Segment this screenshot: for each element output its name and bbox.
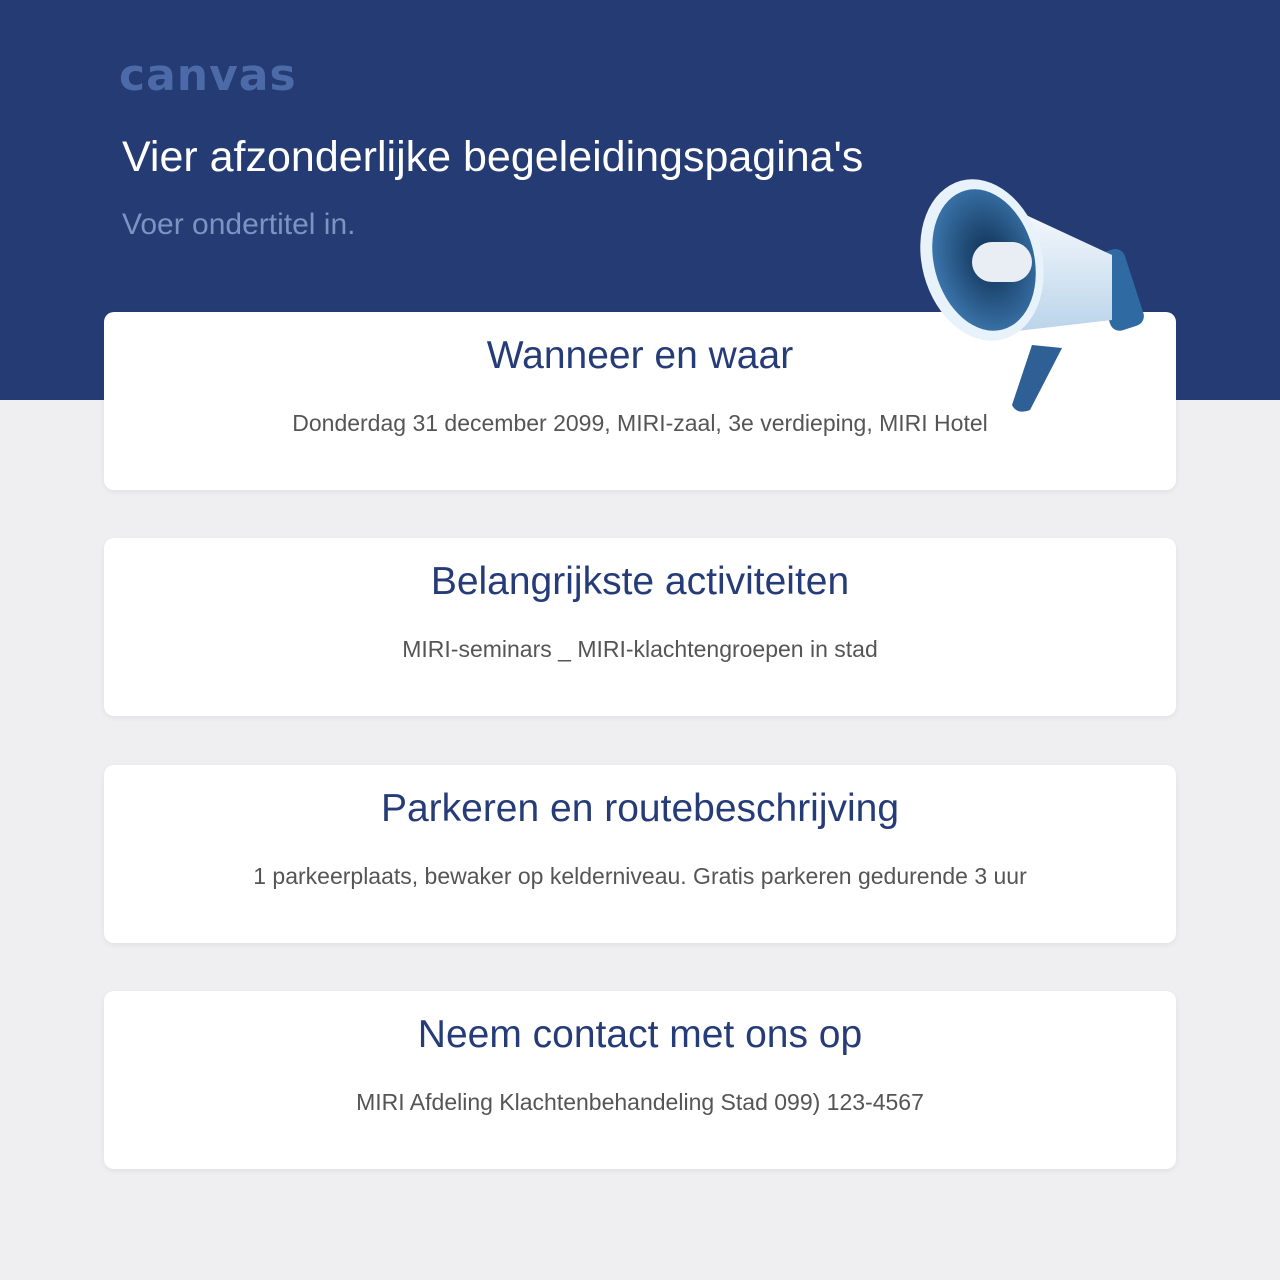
section-text: MIRI Afdeling Klachtenbehandeling Stad 099) 123-4567 bbox=[356, 1089, 924, 1115]
section-title: Wanneer en waar bbox=[486, 334, 794, 377]
megaphone-icon bbox=[912, 170, 1152, 420]
section-text: MIRI-seminars _ MIRI-klachtengroepen in stad bbox=[402, 636, 878, 662]
canvas-logo: canvas bbox=[119, 50, 297, 101]
page-subtitle: Voer ondertitel in. bbox=[122, 208, 356, 241]
section-text: 1 parkeerplaats, bewaker op kelderniveau. Gratis parkeren gedurende 3 uur bbox=[253, 863, 1027, 889]
section-title: Neem contact met ons op bbox=[417, 1013, 863, 1056]
section-title: Belangrijkste activiteiten bbox=[430, 560, 850, 603]
page-title: Vier afzonderlijke begeleidingspagina's bbox=[122, 133, 864, 181]
section-text: Donderdag 31 december 2099, MIRI-zaal, 3e verdieping, MIRI Hotel bbox=[292, 410, 988, 436]
section-card-parking bbox=[104, 765, 1176, 943]
section-title: Parkeren en routebeschrijving bbox=[380, 787, 900, 830]
section-card-activities bbox=[104, 538, 1176, 716]
section-card-contact bbox=[104, 991, 1176, 1169]
